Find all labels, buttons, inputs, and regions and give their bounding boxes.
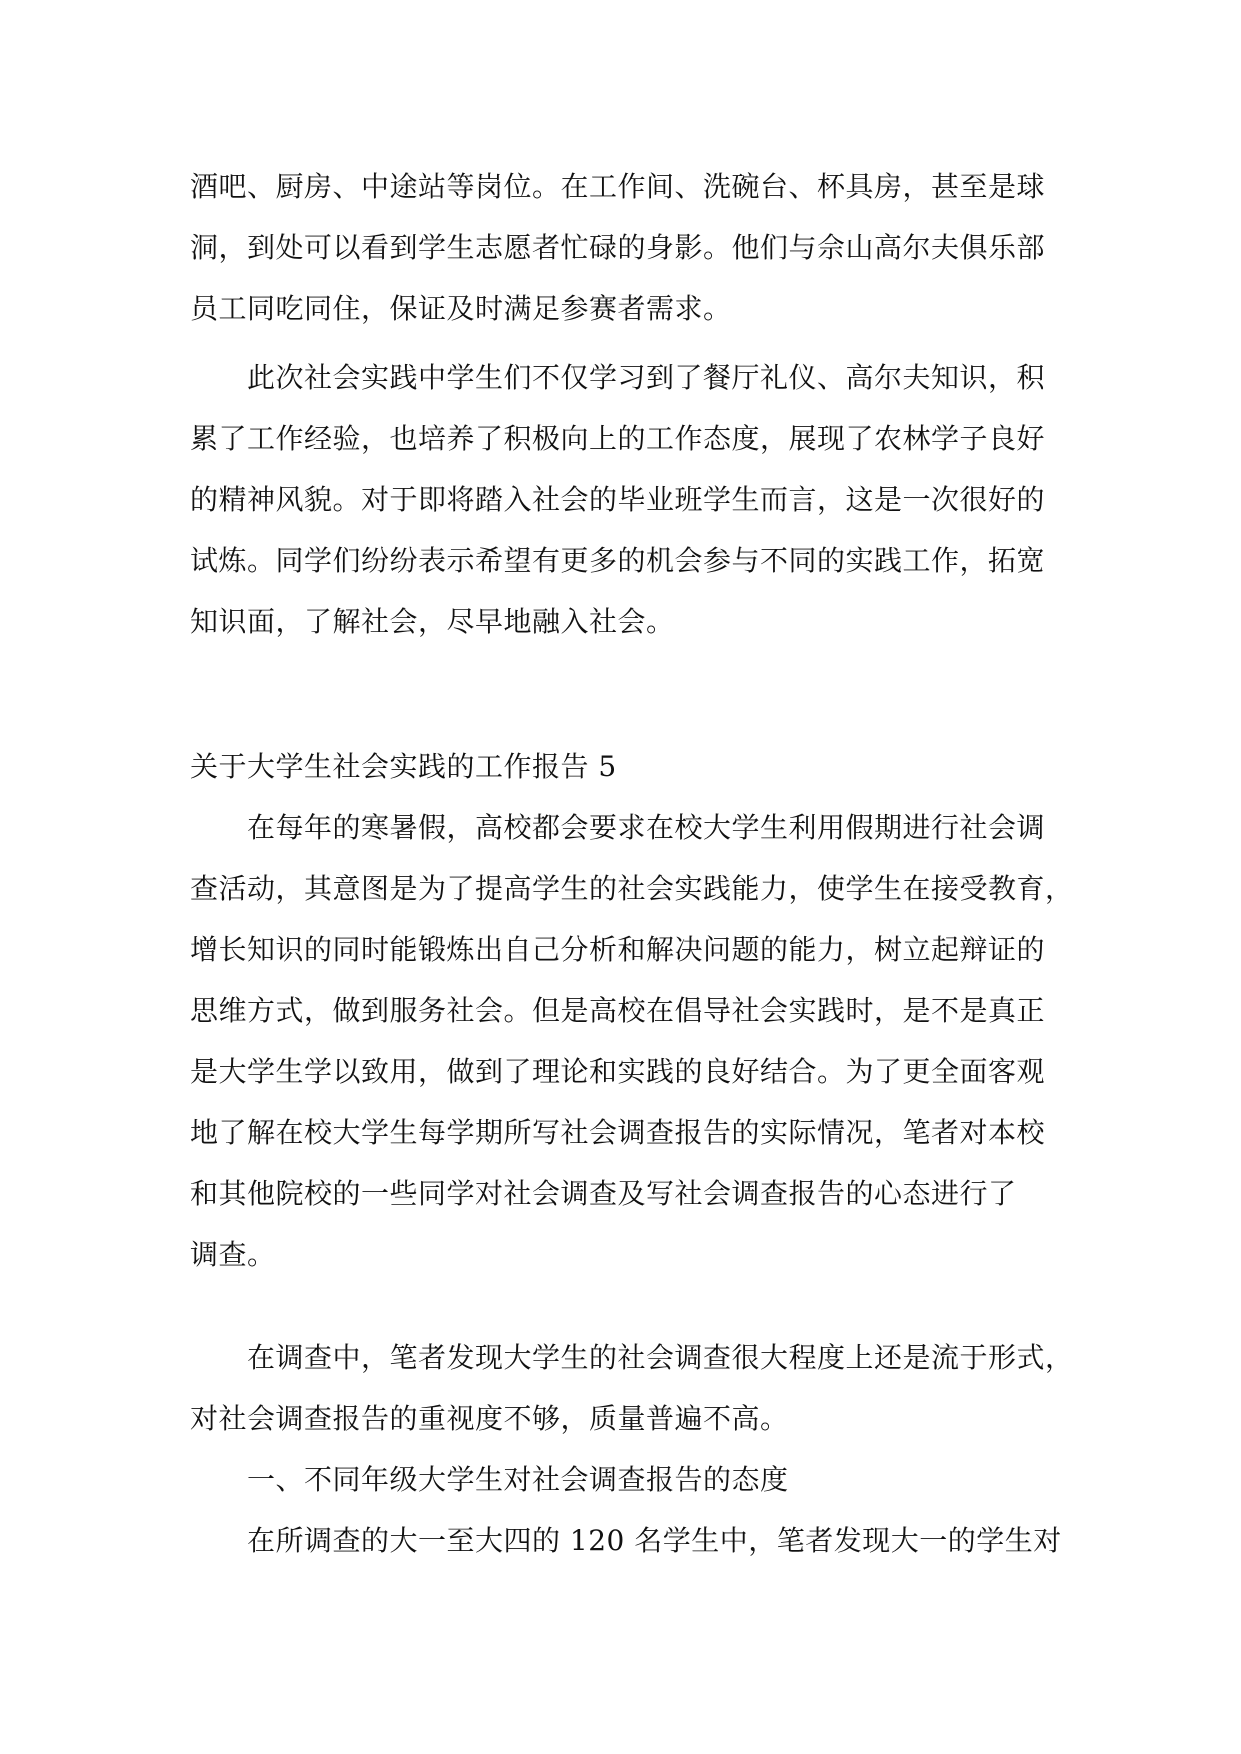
paragraph-line: 酒吧、厨房、中途站等岗位。在工作间、洗碗台、杯具房，甚至是球 [190, 170, 1046, 203]
paragraph-line: 在每年的寒暑假，高校都会要求在校大学生利用假期进行社会调 [247, 811, 1046, 844]
paragraph [190, 797, 1074, 1285]
paragraph-line: 在调查中，笔者发现大学生的社会调查很大程度上还是流于形式， [247, 1341, 1074, 1374]
paragraph [190, 1327, 1074, 1449]
paragraph-line: 增长知识的同时能锻炼出自己分析和解决问题的能力，树立起辩证的 [190, 933, 1046, 966]
paragraph-line: 对社会调查报告的重视度不够，质量普遍不高。 [190, 1402, 789, 1435]
paragraph-line: 查活动，其意图是为了提高学生的社会实践能力，使学生在接受教育， [190, 872, 1074, 905]
paragraph-line: 调查。 [190, 1238, 276, 1271]
paragraph-line: 试炼。同学们纷纷表示希望有更多的机会参与不同的实践工作，拓宽 [190, 544, 1046, 577]
section-heading-text: 关于大学生社会实践的工作报告 5 [190, 750, 617, 783]
paragraph-line: 和其他院校的一些同学对社会调查及写社会调查报告的心态进行了 [190, 1177, 1017, 1210]
paragraph-line: 的精神风貌。对于即将踏入社会的毕业班学生而言，这是一次很好的 [190, 483, 1046, 516]
subheading [190, 1449, 1050, 1510]
paragraph [190, 347, 1050, 652]
section-heading [190, 736, 1050, 797]
paragraph-line: 思维方式，做到服务社会。但是高校在倡导社会实践时，是不是真正 [190, 994, 1046, 1027]
paragraph-line: 在所调查的大一至大四的 120 名学生中，笔者发现大一的学生对 [247, 1524, 1062, 1557]
paragraph-line: 累了工作经验，也培养了积极向上的工作态度，展现了农林学子良好 [190, 422, 1046, 455]
paragraph-line: 是大学生学以致用，做到了理论和实践的良好结合。为了更全面客观 [190, 1055, 1046, 1088]
paragraph [190, 1510, 1062, 1571]
paragraph-line: 地了解在校大学生每学期所写社会调查报告的实际情况，笔者对本校 [190, 1116, 1046, 1149]
paragraph-line: 此次社会实践中学生们不仅学习到了餐厅礼仪、高尔夫知识，积 [247, 361, 1046, 394]
subheading-text: 一、不同年级大学生对社会调查报告的态度 [247, 1463, 789, 1496]
paragraph-line: 知识面，了解社会，尽早地融入社会。 [190, 605, 675, 638]
paragraph [190, 156, 1050, 339]
paragraph-line: 员工同吃同住，保证及时满足参赛者需求。 [190, 292, 732, 325]
paragraph-line: 洞，到处可以看到学生志愿者忙碌的身影。他们与佘山高尔夫俱乐部 [190, 231, 1046, 264]
